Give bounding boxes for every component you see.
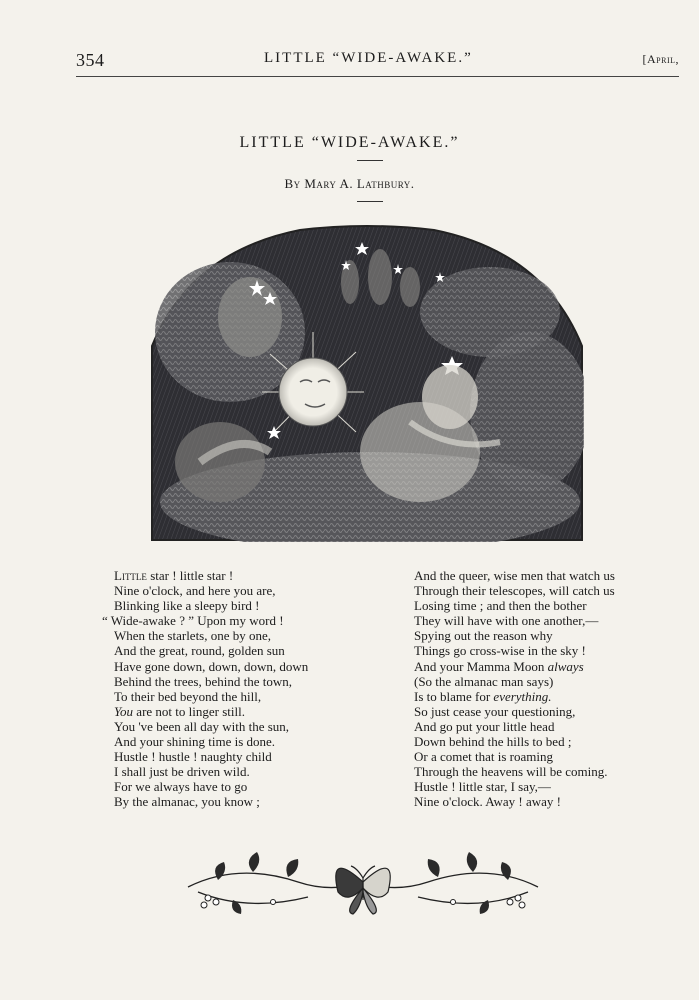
butterfly-vine-ornament-icon — [178, 842, 548, 922]
poem-line: Spying out the reason why — [414, 628, 553, 644]
poem-line: (So the almanac man says) — [414, 673, 554, 689]
poem-line: And the great, round, golden sun — [114, 643, 285, 659]
poem-line: Is to blame for everything. — [414, 688, 552, 704]
poem-line: Down behind the hills to bed ; — [414, 734, 572, 750]
header-rule — [76, 76, 679, 77]
running-head — [76, 50, 679, 74]
poem-line: Losing time ; and then the bother — [414, 598, 587, 614]
poem-line: And the queer, wise men that watch us — [414, 568, 615, 583]
poem-line: I shall just be driven wild. — [114, 764, 250, 780]
running-title: LITTLE “WIDE-AWAKE.” — [264, 50, 473, 66]
poem-line: Through their telescopes, will catch us — [414, 583, 615, 599]
byline: By Mary A. Lathbury. — [284, 176, 415, 191]
poem-line: You 've been all day with the sun, — [114, 718, 290, 734]
night-sky-engraving-icon — [150, 222, 584, 542]
byline-rule — [357, 201, 383, 202]
poem-line: And your Mamma Moon always — [414, 658, 584, 674]
title-rule — [357, 160, 383, 161]
poem-line: When the starlets, one by one, — [114, 628, 272, 644]
poem-line: Have gone down, down, down, down — [114, 658, 309, 674]
poem-line: Little star ! little star ! — [114, 568, 234, 583]
poem-line: Behind the trees, behind the town, — [114, 673, 292, 689]
poem-line: And go put your little head — [414, 718, 555, 734]
poem-line: Nine o'clock. Away ! away ! — [414, 794, 561, 810]
poem-line: By the almanac, you know ; — [114, 794, 260, 810]
poem-line: Nine o'clock, and here you are, — [114, 583, 276, 599]
poem-line: You are not to linger still. — [114, 703, 245, 719]
poem-line: Blinking like a sleepy bird ! — [114, 598, 260, 614]
poem-line: “ Wide-awake ? ” Upon my word ! — [102, 613, 284, 629]
poem-line: To their bed beyond the hill, — [114, 688, 262, 704]
poem-line: Through the heavens will be coming. — [414, 764, 608, 780]
running-month: [April, — [642, 52, 679, 66]
article-title: LITTLE “WIDE-AWAKE.” — [239, 134, 460, 151]
poem-line: Hustle ! hustle ! naughty child — [114, 749, 272, 765]
poem-line: So just cease your questioning, — [414, 703, 576, 719]
poem-line: And your shining time is done. — [114, 734, 276, 750]
poem-left-column — [102, 568, 309, 810]
poem-line: Things go cross-wise in the sky ! — [414, 643, 586, 659]
poem-right-column — [414, 568, 615, 810]
page-number: 354 — [76, 50, 105, 70]
poem-line: For we always have to go — [114, 779, 248, 795]
drop-word: Little — [114, 568, 147, 583]
poem-line: Or a comet that is roaming — [414, 749, 553, 765]
poem-line: They will have with one another,— — [414, 613, 599, 629]
poem-line: Hustle ! little star, I say,— — [414, 779, 551, 795]
